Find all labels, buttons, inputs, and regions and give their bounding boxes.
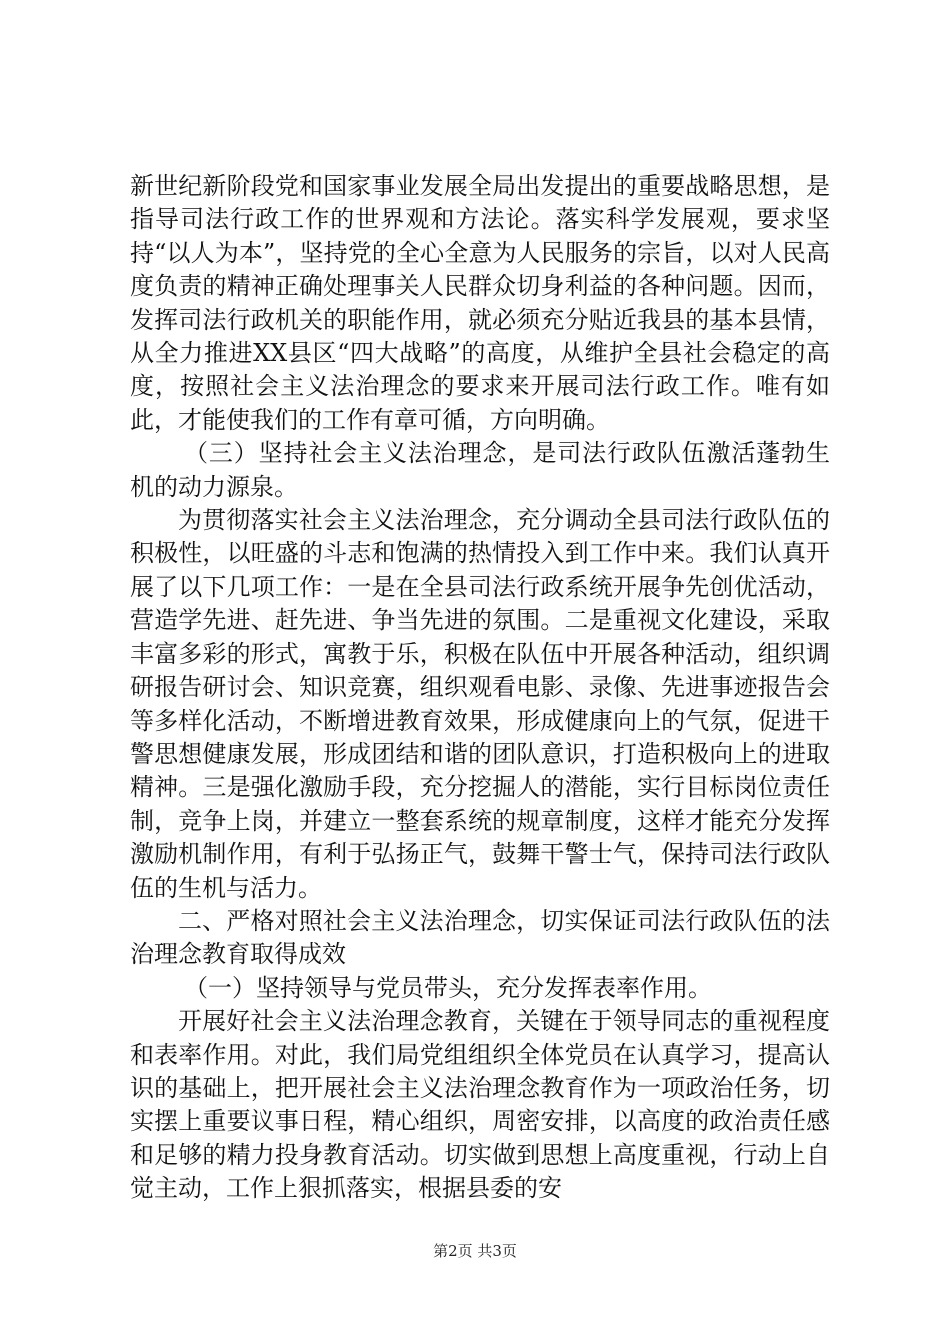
- subheading-one: （一）坚持领导与党员带头，充分发挥表率作用。: [184, 973, 712, 1002]
- section-heading-two: 二、严格对照社会主义法治理念，切实保证司法行政队伍的法治理念教育取得成效: [130, 906, 830, 969]
- paragraph-measures: 为贯彻落实社会主义法治理念，充分调动全县司法行政队伍的积极性，以旺盛的斗志和饱满的热情投入到工作中来。我们认真开展了以下几项工作：一是在全县司法行政系统开展争先创优活动，营造学先进、赶先进、争当先进的氛围。二是重视文化建设，采取丰富多彩的形式，寓教于乐，积极在队伍中开展各种活动，组织调研报告研讨会、知识竞赛，组织观看电影、录像、先进事迹报告会等多样化活动，不断增进教育效果，形成健康向上的气氛，促进干警思想健康发展，形成团结和谐的团队意识，打造积极向上的进取精神。三是强化激励手段，充分挖掘人的潜能，实行目标岗位责任制，竞争上岗，并建立一整套系统的规章制度，这样才能充分发挥激励机制作用，有利于弘扬正气，鼓舞干警士气，保持司法行政队伍的生机与活力。: [130, 506, 830, 902]
- paragraph-leadership: 开展好社会主义法治理念教育，关键在于领导同志的重视程度和表率作用。对此，我们局党组组织全体党员在认真学习，提高认识的基础上，把开展社会主义法治理念教育作为一项政治任务，切实摆上重要议事日程，精心组织，周密安排，以高度的政治责任感和足够的精力投身教育活动。切实做到思想上高度重视，行动上自觉主动，工作上狠抓落实，根据县委的安: [130, 1007, 830, 1203]
- paragraph-continuation: 新世纪新阶段党和国家事业发展全局出发提出的重要战略思想，是指导司法行政工作的世界观和方法论。落实科学发展观，要求坚持“以人为本”，坚持党的全心全意为人民服务的宗旨，以对人民高度负责的精神正确处理事关人民群众切身利益的各种问题。因而，发挥司法行政机关的职能作用，就必须充分贴近我县的基本县情，从全力推进XX县区“四大战略”的高度，从维护全县社会稳定的高度，按照社会主义法治理念的要求来开展司法行政工作。唯有如此，才能使我们的工作有章可循，方向明确。: [130, 172, 830, 434]
- subheading-three: （三）坚持社会主义法治理念，是司法行政队伍激活蓬勃生机的动力源泉。: [130, 439, 830, 501]
- document-body: [130, 170, 830, 1206]
- page-number-footer: 第2页 共3页: [433, 1242, 517, 1260]
